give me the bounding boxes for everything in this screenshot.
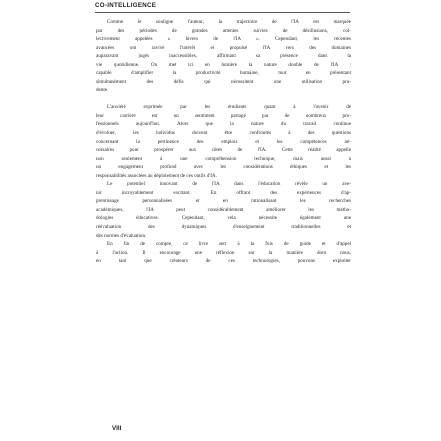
text-line: par des périodes de grandes attentes suivies de désillusions, col- bbox=[96, 27, 351, 34]
text-line: Comme le souligne l'auteur, la trajectoire de l'IA est marquée bbox=[107, 19, 351, 25]
text-line: prentissage personnalisées et en rationalisant les recherches bbox=[96, 198, 351, 205]
text-line: nir incroyablement excitant. En offrant des expériences d'ap- bbox=[96, 189, 351, 196]
text-line: d'évoluer, les individus doivent être confrontés à des questions bbox=[96, 129, 351, 136]
header-rule bbox=[95, 12, 350, 13]
text-line: en tant que créateurs de ces technologies, pouvons exploiter bbox=[96, 258, 351, 265]
text-line: dologies éducatives. Cependant, cela nécessite également une bbox=[96, 215, 351, 222]
text-line: dente. bbox=[96, 87, 109, 94]
text-line: académiques, l'IA peut considérablement améliorer les métho- bbox=[96, 206, 351, 213]
text-line: non seulement à une compréhension technique, mais aussi à bbox=[96, 155, 351, 162]
paragraph bbox=[96, 103, 351, 180]
text-line: un engagement profond avec les considérations éthiques et les bbox=[96, 164, 351, 171]
page-number: VIII bbox=[112, 425, 122, 432]
text-line: L'anxiété exprimée par les étudiants quant à l'avenir de bbox=[107, 104, 351, 111]
text-line: Le potentiel innovant de l'IA dans l'éducation révèle un ave- bbox=[107, 181, 351, 188]
text-line: En fin de compte, ce livre sert à la fois de guide et d'appel bbox=[107, 241, 351, 248]
body-text bbox=[96, 18, 351, 266]
running-head: CO-INTELLIGENCE bbox=[95, 2, 157, 9]
text-line: vie quotidienne. On met ici en lumière la nature double de l'IA : bbox=[96, 61, 351, 68]
text-line: cessaires pour prospérer aux côtés de l'IA. Cette réalité appelle bbox=[96, 147, 351, 154]
text-line: avancées ont ravivé l'intérêt et propulsé l'IA vers des domaines bbox=[96, 44, 351, 51]
text-line: lectivement appelées « hivers de l'IA ». Cependant, les récentes bbox=[96, 36, 351, 43]
text-line: simultanément des défis qui nécessitent une utilisation pru- bbox=[96, 78, 351, 85]
text-line: leur carrière est un sentiment partagé par de nombreux pro- bbox=[96, 112, 351, 119]
text-line: fessionnels aujourd'hui. Alors que la nature du travail continue bbox=[96, 121, 351, 128]
paragraph bbox=[96, 240, 351, 266]
text-line: capable d'amplifier la productivité humaine, tout en présentant bbox=[96, 70, 351, 77]
text-line: à l'action. Il encourage une réflexion sur la manière dont nous, bbox=[96, 249, 351, 256]
text-line: auparavant jugés inaccessibles, affirmant sa présence dans la bbox=[96, 53, 351, 60]
text-line: responsabilités associées au déploiement de ces outils d'IA. bbox=[96, 172, 217, 179]
paragraph bbox=[96, 180, 351, 240]
paragraph bbox=[96, 18, 351, 95]
text-line: concernant la pertinence des emplois et les compétences né- bbox=[96, 138, 351, 145]
text-line: des normes d'évaluation. bbox=[96, 232, 147, 239]
text-line: réévaluation des dynamiques d'enseignement traditionnelles et bbox=[96, 223, 351, 230]
